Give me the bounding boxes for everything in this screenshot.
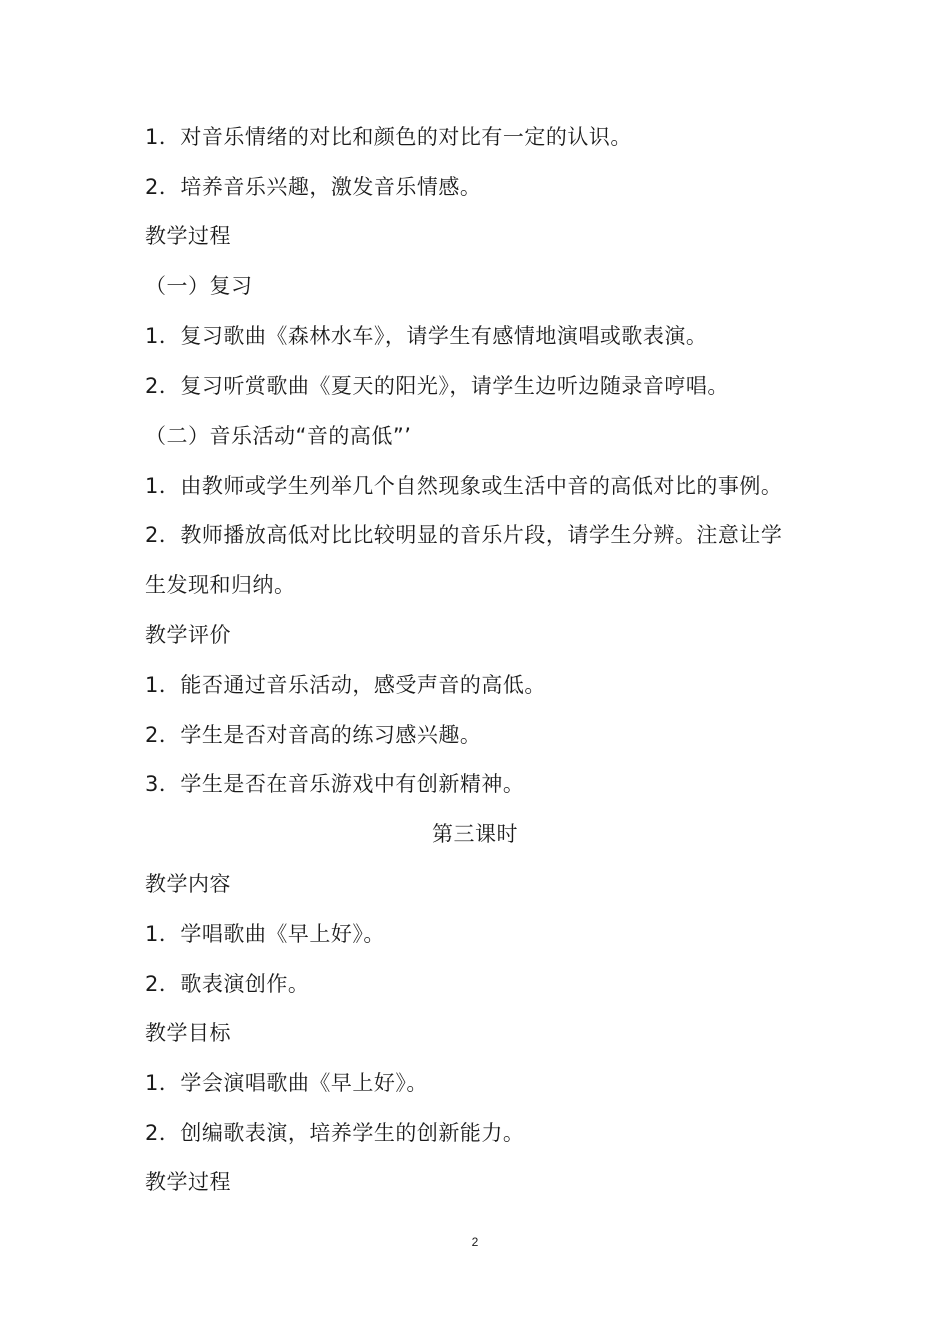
section-heading: 教学过程	[145, 1170, 231, 1194]
text-line: 3．学生是否在音乐游戏中有创新精神。	[145, 772, 525, 796]
lesson-title: 第三课时	[432, 822, 518, 846]
text-line: 2．学生是否对音高的练习感兴趣。	[145, 723, 482, 747]
text-line: 2．教师播放高低对比比较明显的音乐片段，请学生分辨。注意让学	[145, 523, 783, 547]
subsection-heading: （二）音乐活动“音的高低”’	[145, 424, 412, 448]
section-heading: 教学目标	[145, 1021, 231, 1045]
text-line: 1．对音乐情绪的对比和颜色的对比有一定的认识。	[145, 125, 632, 149]
section-heading: 教学评价	[145, 623, 231, 647]
text-line: 1．由教师或学生列举几个自然现象或生活中音的高低对比的事例。	[145, 474, 783, 498]
page-number: 2	[471, 1235, 479, 1249]
text-line: 2．创编歌表演，培养学生的创新能力。	[145, 1121, 525, 1145]
text-line: 1．学会演唱歌曲《早上好》。	[145, 1071, 428, 1095]
text-line: 2．歌表演创作。	[145, 972, 310, 996]
subsection-heading: （一）复习	[145, 274, 253, 298]
text-line: 1．能否通过音乐活动，感受声音的高低。	[145, 673, 546, 697]
text-line: 生发现和归纳。	[145, 573, 296, 597]
text-line: 1．复习歌曲《森林水车》，请学生有感情地演唱或歌表演。	[145, 324, 708, 348]
text-line: 2．培养音乐兴趣，激发音乐情感。	[145, 175, 482, 199]
section-heading: 教学过程	[145, 224, 231, 248]
text-line: 2．复习听赏歌曲《夏天的阳光》，请学生边听边随录音哼唱。	[145, 374, 729, 398]
section-heading: 教学内容	[145, 872, 231, 896]
text-line: 1．学唱歌曲《早上好》。	[145, 922, 385, 946]
